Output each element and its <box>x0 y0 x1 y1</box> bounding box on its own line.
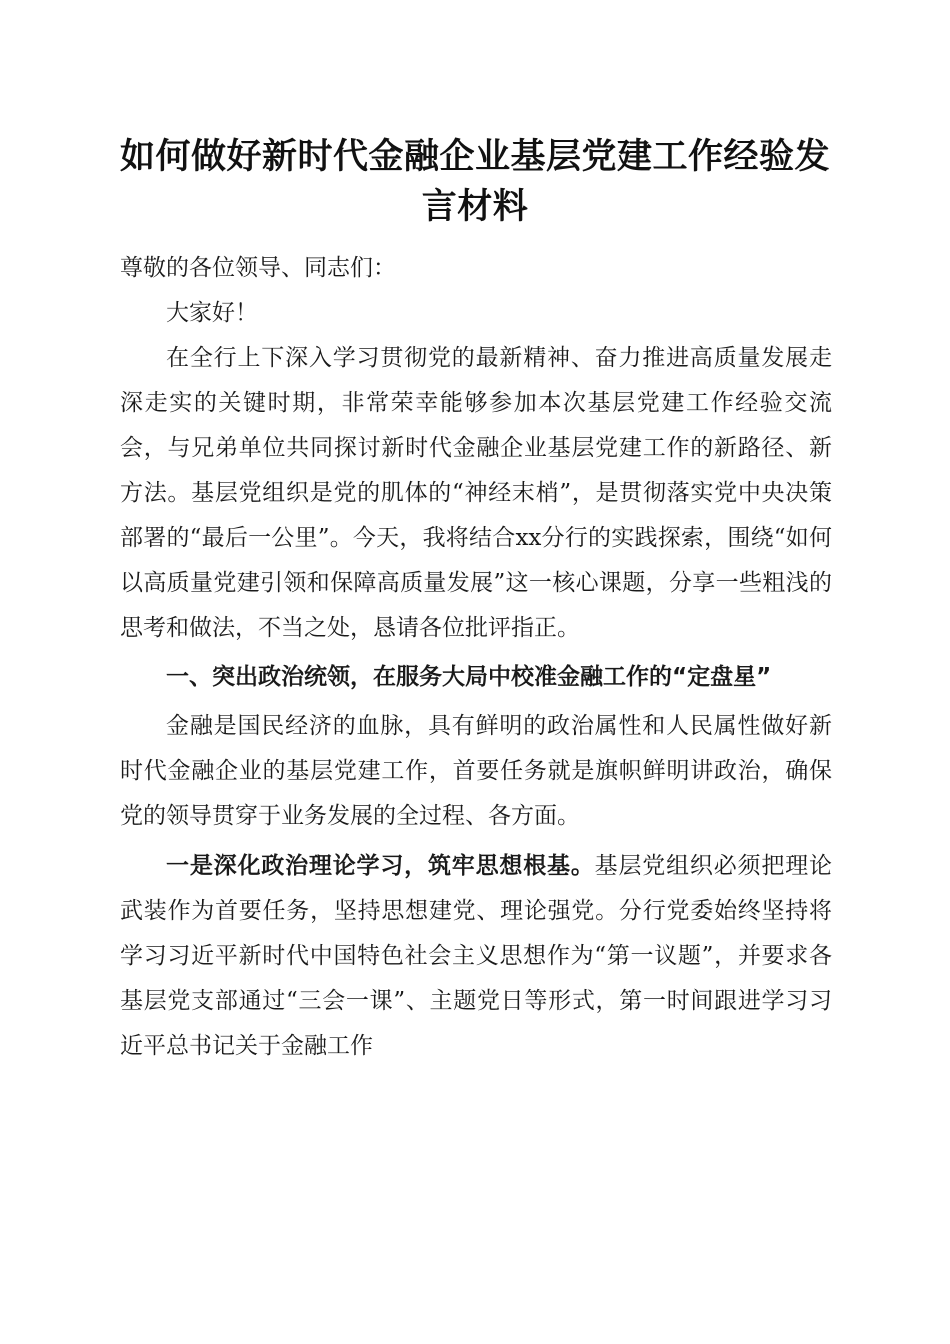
intro-paragraph: 在全行上下深入学习贯彻党的最新精神、奋力推进高质量发展走深走实的关键时期，非常荣幸能够参加本次基层党建工作经验交流会，与兄弟单位共同探讨新时代金融企业基层党建工作的新路径、新方法。基层党组织是党的肌体的“神经末梢”，是贯彻落实党中央决策部署的“最后一公里”。今天，我将结合xx分行的实践探索，围绕“如何以高质量党建引领和保障高质量发展”这一核心课题，分享一些粗浅的思考和做法，不当之处，恳请各位批评指正。 <box>120 345 832 641</box>
salutation: 尊敬的各位领导、同志们： <box>120 255 396 281</box>
point-1-text: 基层党组织必须把理论武装作为首要任务，坚持思想建党、理论强党。分行党委始终坚持将学习习近平新时代中国特色社会主义思想作为“第一议题”，并要求各基层党支部通过“三会一课”、主题党日等形式，第一时间跟进学习习近平总书记关于金融工作 <box>120 853 833 1059</box>
greeting: 大家好！ <box>166 300 258 326</box>
section-1-paragraph: 金融是国民经济的血脉，具有鲜明的政治属性和人民属性做好新时代金融企业的基层党建工作，首要任务就是旗帜鲜明讲政治，确保党的领导贯穿于业务发展的全过程、各方面。 <box>120 713 832 829</box>
document-title: 如何做好新时代金融企业基层党建工作经验发言材料 <box>119 136 830 227</box>
section-heading-1: 一、突出政治统领，在服务大局中校准金融工作的“定盘星” <box>166 664 772 690</box>
point-1-lead: 一是深化政治理论学习，筑牢思想根基。 <box>166 852 595 879</box>
point-1-paragraph <box>120 843 832 1069</box>
document-body <box>120 246 832 1069</box>
